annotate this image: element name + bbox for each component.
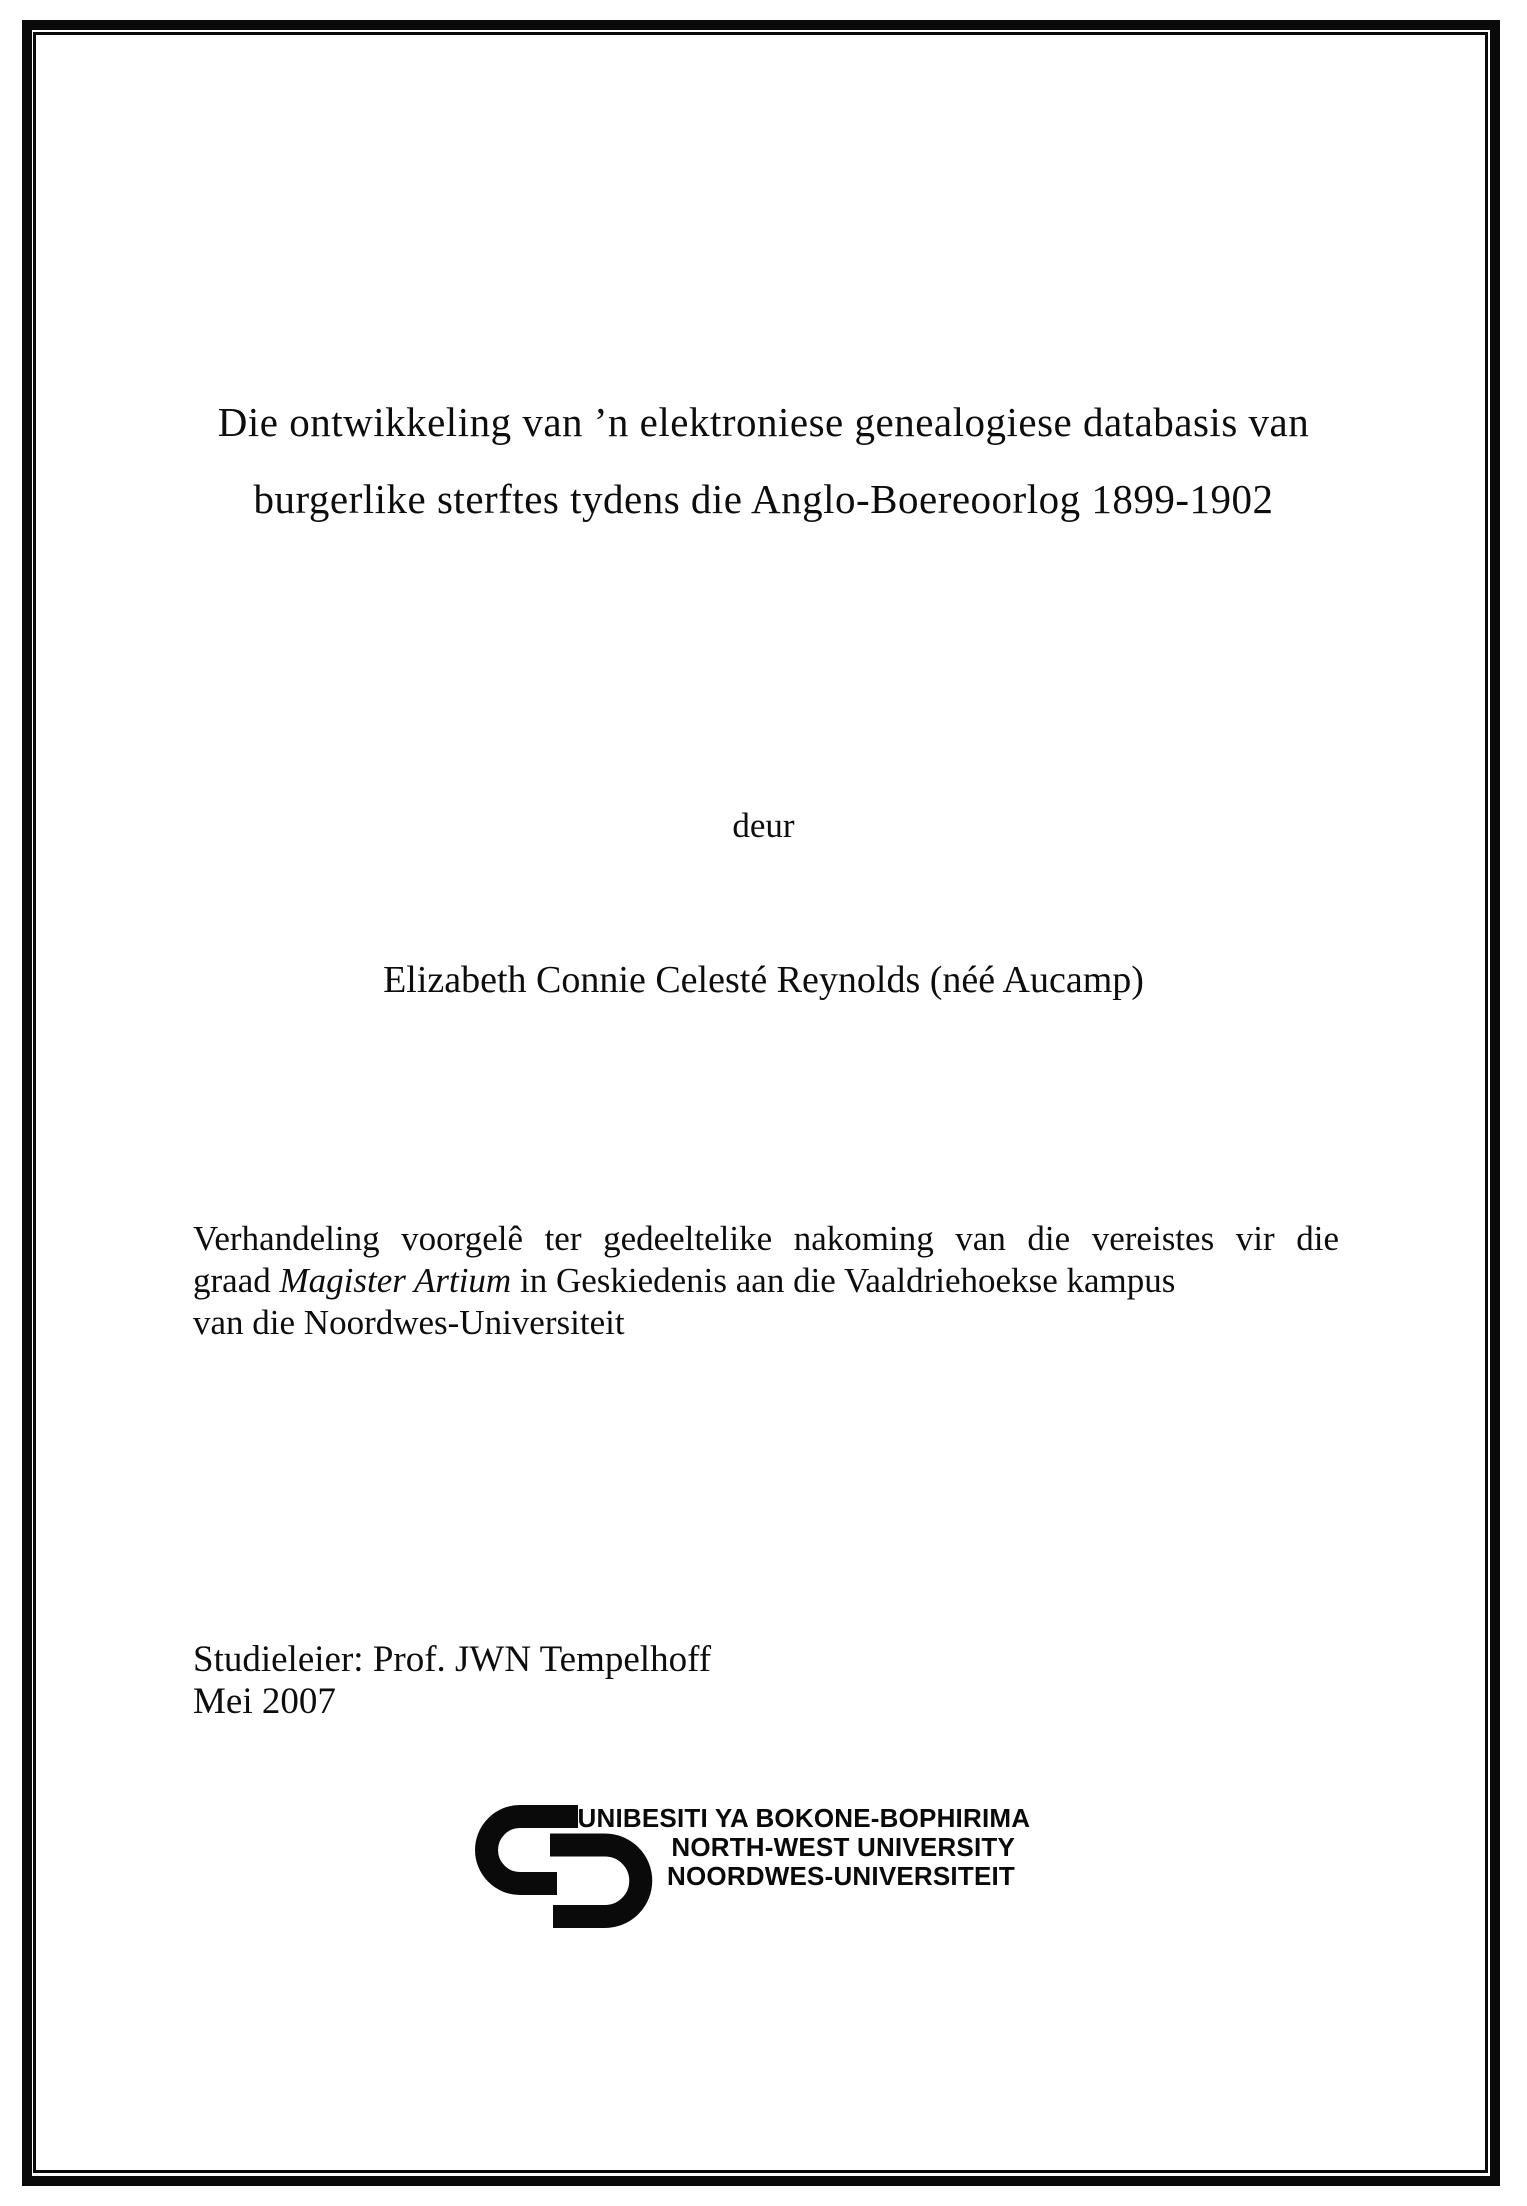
byline-label: deur [732, 806, 795, 845]
thesis-statement-line-2-post: in Geskiedenis aan die Vaaldriehoekse kampus [511, 1261, 1176, 1300]
thesis-title-line-2: burgerlike sterftes tydens die Anglo-Boereoorlog 1899-1902 [253, 476, 1274, 522]
university-logo-text [560, 1803, 1031, 1891]
thesis-statement-line-2 [193, 1260, 1339, 1302]
author-name: Elizabeth Connie Celesté Reynolds (néé Aucamp) [383, 959, 1144, 1001]
thesis-statement-degree-name: Magister Artium [279, 1261, 512, 1300]
supervisor-block [193, 1639, 711, 1723]
thesis-statement-line-2-pre: graad [193, 1261, 280, 1300]
thesis-title-line-1: Die ontwikkeling van ’n elektroniese genealogiese databasis van [217, 399, 1310, 445]
thesis-statement [193, 1218, 1339, 1344]
thesis-statement-line-3: van die Noordwes-Universiteit [193, 1303, 625, 1342]
logo-text-english: NORTH-WEST UNIVERSITY [671, 1832, 1015, 1862]
date-line: Mei 2007 [193, 1681, 336, 1722]
logo-text-afrikaans: NOORDWES-UNIVERSITEIT [667, 1861, 1015, 1891]
logo-text-setswana: YUNIBESITI YA BOKONE-BOPHIRIMA [560, 1803, 1031, 1833]
supervisor-line: Studieleier: Prof. JWN Tempelhoff [193, 1639, 712, 1680]
thesis-statement-line-1: Verhandeling voorgelê ter gedeeltelike nakoming van die vereistes vir die [193, 1219, 1339, 1258]
